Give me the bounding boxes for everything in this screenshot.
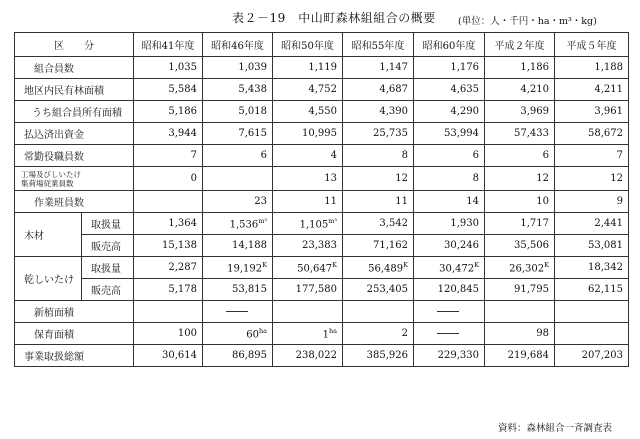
value-cell xyxy=(555,167,629,191)
table-row xyxy=(15,123,629,145)
value-cell xyxy=(485,57,555,79)
value-cell xyxy=(134,323,203,345)
unit-superscript: K xyxy=(544,260,549,269)
value-cell xyxy=(203,301,273,323)
value-cell xyxy=(485,213,555,235)
header-row xyxy=(15,33,629,57)
value-cell xyxy=(273,191,343,213)
unit-superscript: K xyxy=(474,260,479,269)
value-text: 1,536 xyxy=(229,219,259,231)
sub-label xyxy=(82,235,134,257)
value-cell xyxy=(134,79,203,101)
table-row xyxy=(15,345,629,367)
table-row xyxy=(15,191,629,213)
value-cell xyxy=(485,191,555,213)
row-label-text: 保育面積 xyxy=(34,330,74,341)
value-text: 3,969 xyxy=(520,106,549,117)
sub-label-text: 取扱量 xyxy=(91,220,121,231)
value-cell xyxy=(414,57,485,79)
table-row xyxy=(15,167,629,191)
value-text: 2,287 xyxy=(168,262,197,273)
value-cell xyxy=(343,101,414,123)
value-cell xyxy=(134,235,203,257)
group-label-shiitake xyxy=(15,257,82,301)
value-cell xyxy=(273,301,343,323)
value-text: 0 xyxy=(190,173,197,184)
value-cell xyxy=(203,279,273,301)
value-text: 1,039 xyxy=(238,62,267,73)
value-text: 4,687 xyxy=(379,84,408,95)
value-text: 219,684 xyxy=(507,350,549,361)
row-label xyxy=(15,301,134,323)
group-label-text: 木材 xyxy=(24,231,44,242)
value-text: 5,438 xyxy=(238,84,267,95)
value-text: 4 xyxy=(330,150,337,161)
table-row xyxy=(15,213,629,235)
value-cell xyxy=(273,79,343,101)
value-cell xyxy=(134,191,203,213)
value-cell xyxy=(203,167,273,191)
table-row xyxy=(15,101,629,123)
dash-mark xyxy=(437,311,459,312)
value-cell xyxy=(343,191,414,213)
value-cell xyxy=(343,345,414,367)
value-cell xyxy=(273,257,343,279)
value-text: 1,105 xyxy=(299,219,329,231)
value-text: 7 xyxy=(190,150,197,161)
value-text: 53,081 xyxy=(588,240,623,251)
value-cell xyxy=(555,213,629,235)
value-text: 58,672 xyxy=(588,128,623,139)
header-year: 昭和55年度 xyxy=(343,33,414,57)
header-year: 平成２年度 xyxy=(485,33,555,57)
value-text: 4,290 xyxy=(450,106,479,117)
row-label xyxy=(15,79,134,101)
value-cell xyxy=(485,235,555,257)
value-cell xyxy=(134,57,203,79)
value-cell xyxy=(485,279,555,301)
value-text: 11 xyxy=(395,196,408,207)
value-cell xyxy=(203,191,273,213)
row-label-text: 事業取扱総額 xyxy=(24,352,84,363)
value-text: 6 xyxy=(542,150,549,161)
value-text: 71,162 xyxy=(373,240,408,251)
value-cell xyxy=(555,57,629,79)
sub-label xyxy=(82,213,134,235)
table-row xyxy=(15,279,629,301)
value-text: 10 xyxy=(536,196,549,207)
value-cell xyxy=(485,123,555,145)
value-text: 8 xyxy=(401,150,408,161)
value-text: 12 xyxy=(395,173,408,184)
value-cell xyxy=(203,213,273,235)
value-text: 6 xyxy=(260,150,267,161)
value-cell xyxy=(203,79,273,101)
value-cell xyxy=(485,167,555,191)
value-cell xyxy=(134,123,203,145)
value-text: 35,506 xyxy=(514,240,549,251)
value-text: 4,390 xyxy=(379,106,408,117)
value-cell xyxy=(343,257,414,279)
value-text: 5,178 xyxy=(168,284,197,295)
value-cell xyxy=(273,235,343,257)
value-text: 6 xyxy=(472,150,479,161)
value-text: 14 xyxy=(466,196,479,207)
value-text: 5,584 xyxy=(168,84,197,95)
sub-label-text: 販売高 xyxy=(91,242,121,253)
value-text: 19,192 xyxy=(227,263,263,275)
value-text: 56,489 xyxy=(368,263,404,275)
value-text: 207,203 xyxy=(581,350,623,361)
value-text: 1,119 xyxy=(308,62,337,73)
value-text: 14,188 xyxy=(232,240,267,251)
value-cell xyxy=(203,323,273,345)
value-cell xyxy=(273,213,343,235)
value-cell xyxy=(273,167,343,191)
value-cell xyxy=(555,257,629,279)
value-cell xyxy=(343,301,414,323)
row-label xyxy=(15,345,134,367)
value-cell xyxy=(414,279,485,301)
header-year: 平成５年度 xyxy=(555,33,629,57)
value-text: 7,615 xyxy=(238,128,267,139)
value-text: 30,472 xyxy=(439,263,475,275)
value-text: 5,186 xyxy=(168,106,197,117)
value-cell xyxy=(134,257,203,279)
value-text: 238,022 xyxy=(295,350,337,361)
value-text: 23,383 xyxy=(302,240,337,251)
value-text: 2 xyxy=(401,328,408,339)
value-text: 13 xyxy=(324,173,337,184)
value-cell xyxy=(343,213,414,235)
value-text: 26,302 xyxy=(509,263,545,275)
row-label xyxy=(15,323,134,345)
value-cell xyxy=(134,145,203,167)
table-row xyxy=(15,235,629,257)
header-year: 昭和60年度 xyxy=(414,33,485,57)
value-cell xyxy=(414,301,485,323)
group-label-text: 乾しいたけ xyxy=(24,275,74,286)
value-text: 53,994 xyxy=(444,128,479,139)
value-text: 11 xyxy=(324,196,337,207)
row-label xyxy=(15,123,134,145)
value-cell xyxy=(414,101,485,123)
table-row xyxy=(15,145,629,167)
value-cell xyxy=(203,257,273,279)
row-label-text: 組合員数 xyxy=(34,64,74,75)
unit-superscript: K xyxy=(332,260,337,269)
value-cell xyxy=(414,257,485,279)
value-cell xyxy=(273,123,343,145)
value-cell xyxy=(343,57,414,79)
value-text: 9 xyxy=(616,196,623,207)
row-label-text: うち組合員所有面積 xyxy=(32,108,122,119)
value-cell xyxy=(555,101,629,123)
row-label-line2: 集荷場従業員数 xyxy=(21,178,74,188)
value-cell xyxy=(134,167,203,191)
value-text: 385,926 xyxy=(366,350,408,361)
value-cell xyxy=(273,57,343,79)
source-note: 資料：森林組合一斉調査表 xyxy=(498,423,613,434)
value-text: 12 xyxy=(536,173,549,184)
value-text: 10,995 xyxy=(302,128,337,139)
unit-superscript: ha xyxy=(258,326,267,335)
sub-label xyxy=(82,257,134,279)
value-cell xyxy=(343,235,414,257)
unit-superscript: m³ xyxy=(328,216,337,225)
value-cell xyxy=(343,123,414,145)
value-cell xyxy=(414,191,485,213)
value-text: 4,752 xyxy=(308,84,337,95)
value-text: 1,930 xyxy=(450,218,479,229)
value-cell xyxy=(134,345,203,367)
value-cell xyxy=(555,323,629,345)
value-cell xyxy=(555,145,629,167)
value-text: 30,614 xyxy=(162,350,197,361)
table-row xyxy=(15,57,629,79)
header-year: 昭和41年度 xyxy=(134,33,203,57)
row-label xyxy=(15,145,134,167)
value-text: 86,895 xyxy=(232,350,267,361)
value-cell xyxy=(203,145,273,167)
value-text: 120,845 xyxy=(437,284,479,295)
value-cell xyxy=(555,79,629,101)
value-text: 1,147 xyxy=(379,62,408,73)
value-cell xyxy=(273,323,343,345)
value-text: 4,635 xyxy=(450,84,479,95)
value-text: 4,211 xyxy=(594,84,623,95)
value-text: 1,186 xyxy=(520,62,549,73)
value-cell xyxy=(203,101,273,123)
value-cell xyxy=(414,123,485,145)
value-cell xyxy=(414,79,485,101)
value-cell xyxy=(134,213,203,235)
value-cell xyxy=(555,301,629,323)
sub-label xyxy=(82,279,134,301)
value-text: 177,580 xyxy=(295,284,337,295)
value-cell xyxy=(485,101,555,123)
value-text: 100 xyxy=(177,328,197,339)
value-text: 4,550 xyxy=(308,106,337,117)
sub-label-text: 販売高 xyxy=(91,286,121,297)
unit-note: (単位：人・千円・ha・m³・kg) xyxy=(458,16,597,27)
value-text: 18,342 xyxy=(588,262,623,273)
header-year: 昭和50年度 xyxy=(273,33,343,57)
value-text: 60 xyxy=(246,329,259,341)
value-text: 12 xyxy=(610,173,623,184)
value-text: 1 xyxy=(322,329,329,341)
summary-table xyxy=(14,32,629,367)
value-cell xyxy=(203,235,273,257)
value-cell xyxy=(273,145,343,167)
unit-superscript: K xyxy=(403,260,408,269)
header-year: 昭和46年度 xyxy=(203,33,273,57)
value-cell xyxy=(555,345,629,367)
group-label-timber xyxy=(15,213,82,257)
row-label xyxy=(15,191,134,213)
value-cell xyxy=(414,345,485,367)
row-label-text: 常勤役職員数 xyxy=(24,152,84,163)
value-text: 50,647 xyxy=(297,263,333,275)
value-text: 98 xyxy=(536,328,549,339)
row-label-text: 払込済出資金 xyxy=(24,130,84,141)
value-text: 23 xyxy=(254,196,267,207)
row-label-text: 地区内民有林面積 xyxy=(24,86,104,97)
value-cell xyxy=(485,257,555,279)
value-cell xyxy=(414,235,485,257)
unit-superscript: K xyxy=(262,260,267,269)
value-cell xyxy=(555,235,629,257)
value-cell xyxy=(203,345,273,367)
value-cell xyxy=(414,167,485,191)
value-text: 62,115 xyxy=(588,284,623,295)
value-text: 57,433 xyxy=(514,128,549,139)
value-text: 30,246 xyxy=(444,240,479,251)
row-label-text: 新植面積 xyxy=(34,308,74,319)
value-text: 8 xyxy=(472,173,479,184)
value-cell xyxy=(343,323,414,345)
dash-mark xyxy=(437,333,459,334)
value-text: 1,717 xyxy=(520,218,549,229)
value-cell xyxy=(134,279,203,301)
value-text: 1,035 xyxy=(168,62,197,73)
value-cell xyxy=(203,123,273,145)
value-text: 5,018 xyxy=(238,106,267,117)
value-cell xyxy=(555,191,629,213)
dash-mark xyxy=(226,311,248,312)
table-row xyxy=(15,301,629,323)
unit-superscript: m³ xyxy=(258,216,267,225)
value-text: 1,364 xyxy=(168,218,197,229)
value-text: 25,735 xyxy=(373,128,408,139)
value-text: 1,188 xyxy=(594,62,623,73)
value-cell xyxy=(414,213,485,235)
value-cell xyxy=(485,323,555,345)
value-cell xyxy=(485,145,555,167)
value-text: 253,405 xyxy=(366,284,408,295)
value-text: 4,210 xyxy=(520,84,549,95)
value-cell xyxy=(134,101,203,123)
table-title: 表２－19 中山町森林組組合の概要 xyxy=(232,11,436,25)
value-text: 3,961 xyxy=(594,106,623,117)
table-row xyxy=(15,257,629,279)
value-text: 3,944 xyxy=(168,128,197,139)
value-cell xyxy=(273,345,343,367)
row-label xyxy=(15,101,134,123)
unit-superscript: ha xyxy=(328,326,337,335)
table-row xyxy=(15,79,629,101)
value-cell xyxy=(343,279,414,301)
value-cell xyxy=(343,167,414,191)
value-cell xyxy=(273,101,343,123)
value-cell xyxy=(555,279,629,301)
table-row xyxy=(15,323,629,345)
value-cell xyxy=(414,323,485,345)
value-cell xyxy=(485,301,555,323)
row-label xyxy=(15,167,134,191)
value-text: 1,176 xyxy=(450,62,479,73)
value-text: 15,138 xyxy=(162,240,197,251)
value-text: 229,330 xyxy=(437,350,479,361)
value-cell xyxy=(134,301,203,323)
value-cell xyxy=(555,123,629,145)
value-cell xyxy=(203,57,273,79)
value-text: 7 xyxy=(616,150,623,161)
row-label-text: 作業班員数 xyxy=(34,198,84,209)
header-category: 区 分 xyxy=(15,33,134,57)
sub-label-text: 取扱量 xyxy=(91,264,121,275)
value-text: 2,441 xyxy=(594,218,623,229)
value-cell xyxy=(343,79,414,101)
value-cell xyxy=(273,279,343,301)
value-text: 53,815 xyxy=(232,284,267,295)
value-text: 3,542 xyxy=(379,218,408,229)
value-cell xyxy=(343,145,414,167)
value-cell xyxy=(485,79,555,101)
value-cell xyxy=(414,145,485,167)
value-text: 91,795 xyxy=(514,284,549,295)
value-cell xyxy=(485,345,555,367)
row-label-line1: 工場及びしいたけ xyxy=(21,169,81,179)
row-label xyxy=(15,57,134,79)
